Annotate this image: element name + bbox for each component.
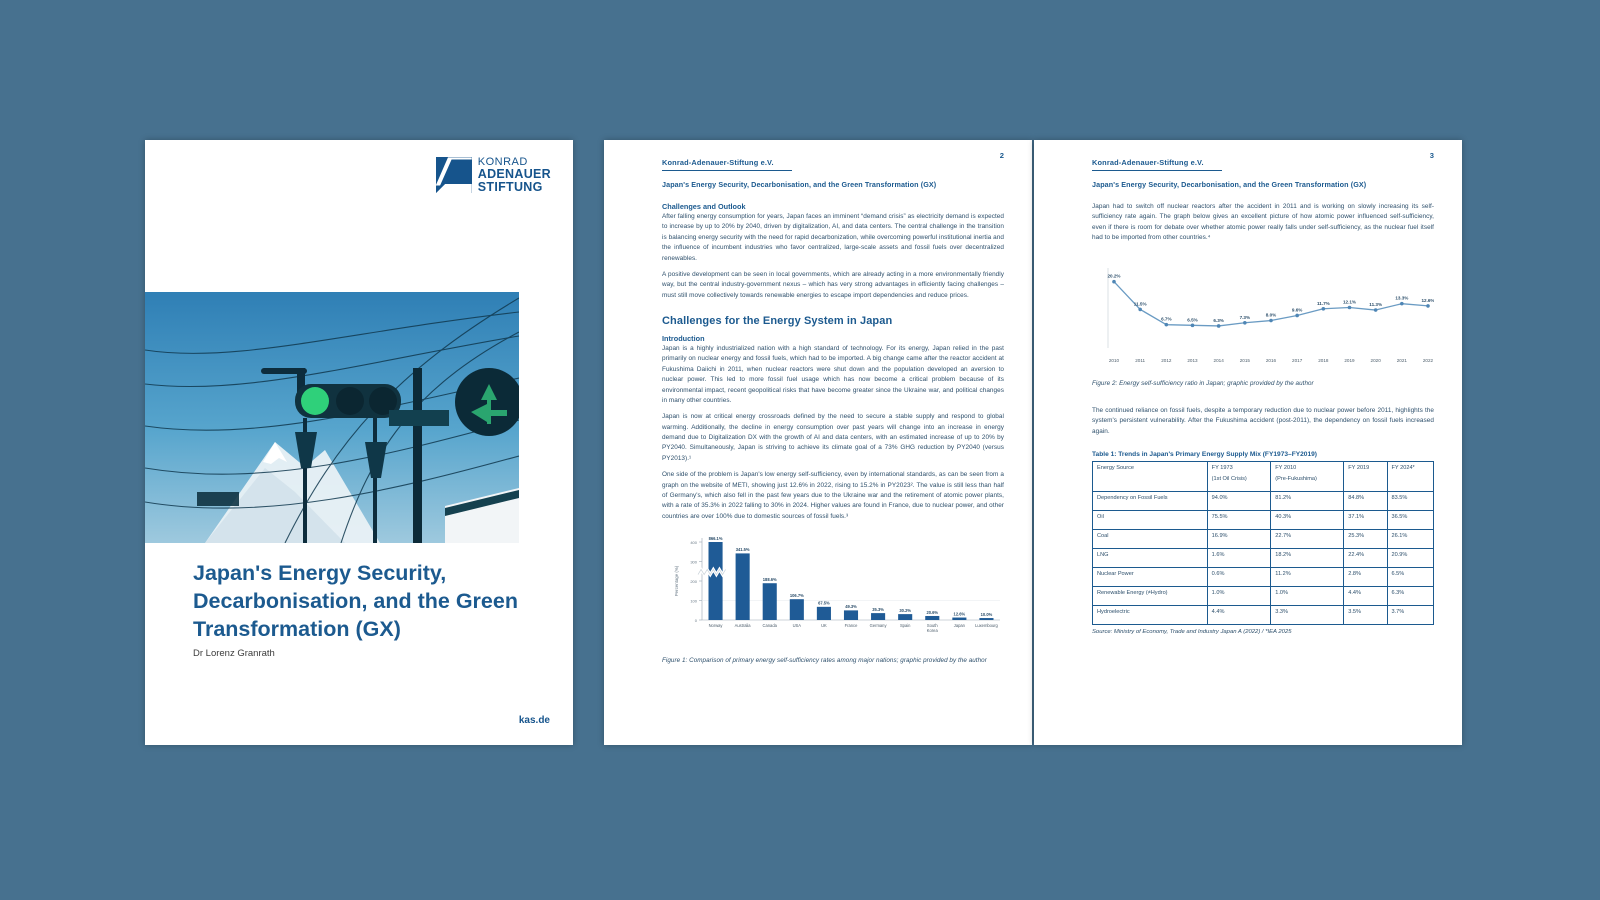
table-cell-3-3: 22.4%	[1344, 549, 1387, 568]
page-two-header	[662, 152, 1004, 189]
cover-photo	[145, 292, 519, 543]
svg-text:2020: 2020	[1370, 357, 1381, 363]
page-two-body	[662, 202, 1004, 665]
table-cell-3-2: 18.2%	[1271, 549, 1344, 568]
svg-text:8.0%: 8.0%	[1265, 312, 1277, 318]
table-cell-4-4: 6.5%	[1387, 568, 1433, 587]
page-three-paragraph-2: The continued reliance on fossil fuels, despite a temporary reduction due to nuclear power before 2011, highlights the system's persistent vulnerability. After the Fukushima accident (post-2011), the dependency on fossil fuels increased again.	[1092, 406, 1434, 435]
svg-text:2017: 2017	[1292, 357, 1303, 363]
table-cell-1-2: 40.3%	[1271, 511, 1344, 530]
table-cell-6-1: 4.4%	[1207, 606, 1271, 625]
figure-2-svg	[1092, 258, 1434, 370]
table-cell-0-2: 81.2%	[1271, 492, 1344, 511]
table-row	[1093, 606, 1434, 625]
introduction-paragraph-1: Japan is a highly industrialized nation with a high standard of technology. For its energy, Japan relied in the past primarily on nuclear energy and fossil fuels, which had to be imported. A big change came after the reactor accident at Fukushima Daiichi in 2011, when nuclear reactors were shut down and the population developed an aversion to nuclear power. This led to more fossil fuel usage which has now become a critical problem because of its environmental impact, recent geopolitical risks that have become greater since the Ukraine war, and political changes in many other countries.	[662, 345, 1004, 404]
table-cell-1-4: 36.5%	[1387, 511, 1433, 530]
svg-text:2022: 2022	[1422, 357, 1434, 363]
header-subtitle: Japan's Energy Security, Decarbonisation, and the Green Transformation (GX)	[1092, 180, 1367, 189]
svg-text:12.6%: 12.6%	[953, 611, 966, 617]
page-three-header	[1092, 152, 1434, 189]
table-cell-5-2: 1.0%	[1271, 587, 1344, 606]
table-cell-6-3: 3.5%	[1344, 606, 1387, 625]
table-column-header-4: FY 2024*	[1387, 462, 1433, 492]
table-cell-6-0: Hydroelectric	[1093, 606, 1208, 625]
table-cell-1-3: 37.1%	[1344, 511, 1387, 530]
figure-1-svg	[662, 528, 1004, 648]
primary-energy-supply-mix-table	[1092, 461, 1434, 625]
svg-text:20.2%: 20.2%	[1107, 273, 1121, 279]
table-cell-2-3: 25.3%	[1344, 530, 1387, 549]
svg-text:Canada: Canada	[762, 623, 777, 628]
table-cell-0-1: 94.0%	[1207, 492, 1271, 511]
table-cell-4-3: 2.8%	[1344, 568, 1387, 587]
svg-text:2021: 2021	[1396, 357, 1407, 363]
svg-text:200: 200	[690, 579, 697, 584]
svg-text:USA: USA	[792, 623, 802, 628]
table-cell-3-4: 20.9%	[1387, 549, 1433, 568]
svg-text:12.1%: 12.1%	[1342, 299, 1357, 304]
introduction-paragraph-3: One side of the problem is Japan's low energy self-sufficiency, even by international standards, as can be seen from a graph on the website of METI, showing just 12.6% in 2022, rising to 15.2% in PY2023². The value is still less than half of Germany's, which also fell in the past few years due to the Ukraine war and the retirement of atomic power plants, with a rate of 35.3% in 2022 falling to 30% in 2024. Higher values are found in France, due to nuclear power, and other countries are over 100% due to domestic sources of fossil fuels.³	[662, 471, 1004, 520]
table-cell-5-0: Renewable Energy (≠Hydro)	[1093, 587, 1208, 606]
table-row	[1093, 568, 1434, 587]
svg-text:UK: UK	[821, 623, 827, 628]
svg-text:11.3%: 11.3%	[1369, 301, 1383, 307]
svg-text:2011: 2011	[1135, 357, 1146, 363]
page-three-paragraph-1: Japan had to switch off nuclear reactors after the accident in 2011 and is working on slowly increasing its self-sufficiency rate again. The graph below gives an excellent picture of how atomic power influenced self-sufficiency, even if there is room for debate over whether atomic power really falls under self-sufficiency, as the nuclear fuel itself had to be imported from other countries.⁴	[1092, 203, 1434, 242]
svg-text:2012: 2012	[1161, 357, 1172, 363]
svg-text:Percentage (%): Percentage (%)	[674, 565, 679, 597]
challenges-outlook-paragraph-1: After falling energy consumption for years, Japan faces an imminent “demand crisis” as electricity demand is expected to increase by up to 20% by 2040, driven by digitalization, AI, and data centers. The central challenge in the transition is balancing energy security with the need for rapid decarbonization, while overcoming powerful institutional inertia and the influence of incumbent industries who favor centralized, large-scale assets and fossil fuels over decentralized renewables.	[662, 213, 1004, 262]
svg-text:13.3%: 13.3%	[1395, 295, 1409, 301]
svg-text:49.3%: 49.3%	[845, 604, 857, 610]
table-row	[1093, 587, 1434, 606]
svg-text:11.7%: 11.7%	[1316, 300, 1330, 306]
table-column-header-0: Energy Source	[1093, 462, 1208, 492]
kas-logo-line3: STIFTUNG	[477, 179, 543, 194]
svg-text:400: 400	[690, 540, 697, 545]
challenges-outlook-heading: Challenges and Outlook	[662, 202, 746, 211]
table-cell-2-0: Coal	[1093, 530, 1208, 549]
table-cell-4-0: Nuclear Power	[1093, 568, 1208, 587]
kas-logo	[436, 157, 551, 194]
figure-2-caption: Figure 2: Energy self-sufficiency ratio in Japan; graphic provided by the author	[1092, 379, 1314, 387]
page-three-number: 3	[1429, 151, 1434, 160]
svg-text:2013: 2013	[1187, 357, 1198, 363]
svg-text:188.6%: 188.6%	[762, 577, 777, 583]
svg-text:67.5%: 67.5%	[818, 600, 830, 606]
svg-text:Korea: Korea	[926, 628, 938, 633]
table-cell-2-2: 22.7%	[1271, 530, 1344, 549]
kas-logo-line1: KONRAD	[477, 156, 528, 168]
svg-text:2014: 2014	[1213, 357, 1224, 363]
table-head	[1093, 462, 1434, 492]
svg-text:Australia: Australia	[734, 623, 751, 628]
introduction-heading: Introduction	[662, 334, 705, 343]
svg-text:2019: 2019	[1344, 357, 1355, 363]
table-cell-4-1: 0.6%	[1207, 568, 1271, 587]
svg-text:35.3%: 35.3%	[872, 606, 884, 612]
introduction-paragraph-2: Japan is now at critical energy crossroads defined by the need to secure a stable supply and respond to global warming. Additionally, the decline in energy consumption over past years will change into an increase in energy demand due to Digitalization DX with the growth of AI and data centers, with an estimated increase of up to 20% by PY2040. Simultaneously, Japan is striving to achieve its climate goal of a 73% GHG reduction by PY2040 (versus PY2013).¹	[662, 413, 1004, 462]
table-column-header-1: FY 1973 (1st Oil Crisis)	[1207, 462, 1271, 492]
svg-text:2015: 2015	[1239, 357, 1250, 363]
svg-text:0: 0	[694, 618, 697, 623]
page-two[interactable]	[604, 140, 1032, 745]
svg-text:20.6%: 20.6%	[926, 609, 939, 615]
table-cell-2-4: 26.1%	[1387, 530, 1433, 549]
cover-author: Dr Lorenz Granrath	[193, 648, 275, 659]
cover-title: Japan's Energy Security, Decarbonisation, and the Green Transformation (GX)	[193, 561, 518, 641]
challenges-energy-system-heading: Challenges for the Energy System in Japan	[662, 315, 893, 327]
svg-text:300: 300	[690, 559, 697, 565]
svg-text:11.5%: 11.5%	[1133, 300, 1147, 306]
table-cell-5-4: 6.3%	[1387, 587, 1433, 606]
header-organisation: Konrad-Adenauer-Stiftung e.V.	[1092, 158, 1222, 171]
svg-text:6.5%: 6.5%	[1187, 316, 1198, 322]
page-two-number: 2	[999, 151, 1004, 160]
table-cell-5-1: 1.0%	[1207, 587, 1271, 606]
challenges-outlook-paragraph-2: A positive development can be seen in local governments, which are already acting in a more environmentally friendly way, but the central industry-government nexus – which has very strong advantages in efficiently facing challenges – must still move collectively towards renewable energies to escape import dependencies and reduce prices.	[662, 270, 1004, 299]
svg-text:341.5%: 341.5%	[735, 547, 750, 553]
svg-text:Germany: Germany	[869, 623, 887, 628]
table-1-title: Table 1: Trends in Japan's Primary Energy Supply Mix (FY1973–FY2019)	[1092, 451, 1317, 459]
table-cell-3-1: 1.6%	[1207, 549, 1271, 568]
table-row	[1093, 511, 1434, 530]
svg-text:7.3%: 7.3%	[1239, 314, 1251, 320]
table-body	[1093, 492, 1434, 625]
table-cell-1-1: 75.5%	[1207, 511, 1271, 530]
table-cell-4-2: 11.2%	[1271, 568, 1344, 587]
svg-text:Japan: Japan	[953, 623, 965, 628]
svg-text:Norway: Norway	[708, 623, 723, 628]
svg-text:2018: 2018	[1318, 357, 1329, 363]
svg-text:Spain: Spain	[899, 623, 911, 628]
svg-text:6.3%: 6.3%	[1213, 317, 1224, 323]
svg-text:12.6%: 12.6%	[1421, 297, 1434, 303]
svg-text:100: 100	[690, 598, 697, 604]
table-cell-0-0: Dependency on Fossil Fuels	[1093, 492, 1208, 511]
table-cell-6-2: 3.3%	[1271, 606, 1344, 625]
svg-text:9.6%: 9.6%	[1291, 306, 1303, 312]
svg-text:866.1%: 866.1%	[708, 535, 723, 541]
kas-logo-mark-icon	[436, 157, 472, 193]
table-cell-0-3: 84.8%	[1344, 492, 1387, 511]
header-subtitle: Japan's Energy Security, Decarbonisation, and the Green Transformation (GX)	[662, 180, 937, 189]
table-row	[1093, 530, 1434, 549]
page-cover[interactable]	[145, 140, 573, 745]
svg-text:Luxembourg: Luxembourg	[975, 623, 998, 628]
header-organisation: Konrad-Adenauer-Stiftung e.V.	[662, 158, 792, 171]
table-cell-5-3: 4.4%	[1344, 587, 1387, 606]
table-source-line: Source: Ministry of Economy, Trade and Industry Japan A (2022) / *IEA 2025	[1092, 629, 1292, 636]
table-cell-3-0: LNG	[1093, 549, 1208, 568]
table-header-row	[1093, 462, 1434, 492]
svg-text:10.0%: 10.0%	[980, 611, 993, 617]
kas-logo-line2: ADENAUER	[477, 167, 551, 182]
table-cell-6-4: 3.7%	[1387, 606, 1433, 625]
page-three-body	[1092, 202, 1434, 635]
svg-text:2010: 2010	[1108, 357, 1120, 363]
table-cell-0-4: 83.5%	[1387, 492, 1433, 511]
kas-logo-wordmark	[478, 157, 551, 194]
table-cell-2-1: 16.9%	[1207, 530, 1271, 549]
page-three[interactable]	[1034, 140, 1462, 745]
table-cell-1-0: Oil	[1093, 511, 1208, 530]
svg-text:30.2%: 30.2%	[899, 607, 911, 613]
figure-1-caption: Figure 1: Comparison of primary energy self-sufficiency rates among major nations; graphic provided by the author	[662, 657, 987, 664]
figure-1-bar-chart	[662, 528, 1004, 653]
svg-text:France: France	[844, 623, 858, 628]
svg-text:South: South	[926, 623, 938, 628]
figure-2-line-chart	[1092, 258, 1434, 375]
svg-text:2016: 2016	[1265, 357, 1277, 363]
table-row	[1093, 549, 1434, 568]
table-column-header-2: FY 2010 (Pre-Fukushima)	[1271, 462, 1344, 492]
table-column-header-3: FY 2019	[1344, 462, 1387, 492]
cover-website[interactable]: kas.de	[518, 715, 550, 726]
table-row	[1093, 492, 1434, 511]
traffic-light-photo-icon	[145, 292, 519, 543]
svg-text:106.7%: 106.7%	[789, 592, 804, 598]
svg-text:6.7%: 6.7%	[1161, 316, 1172, 322]
